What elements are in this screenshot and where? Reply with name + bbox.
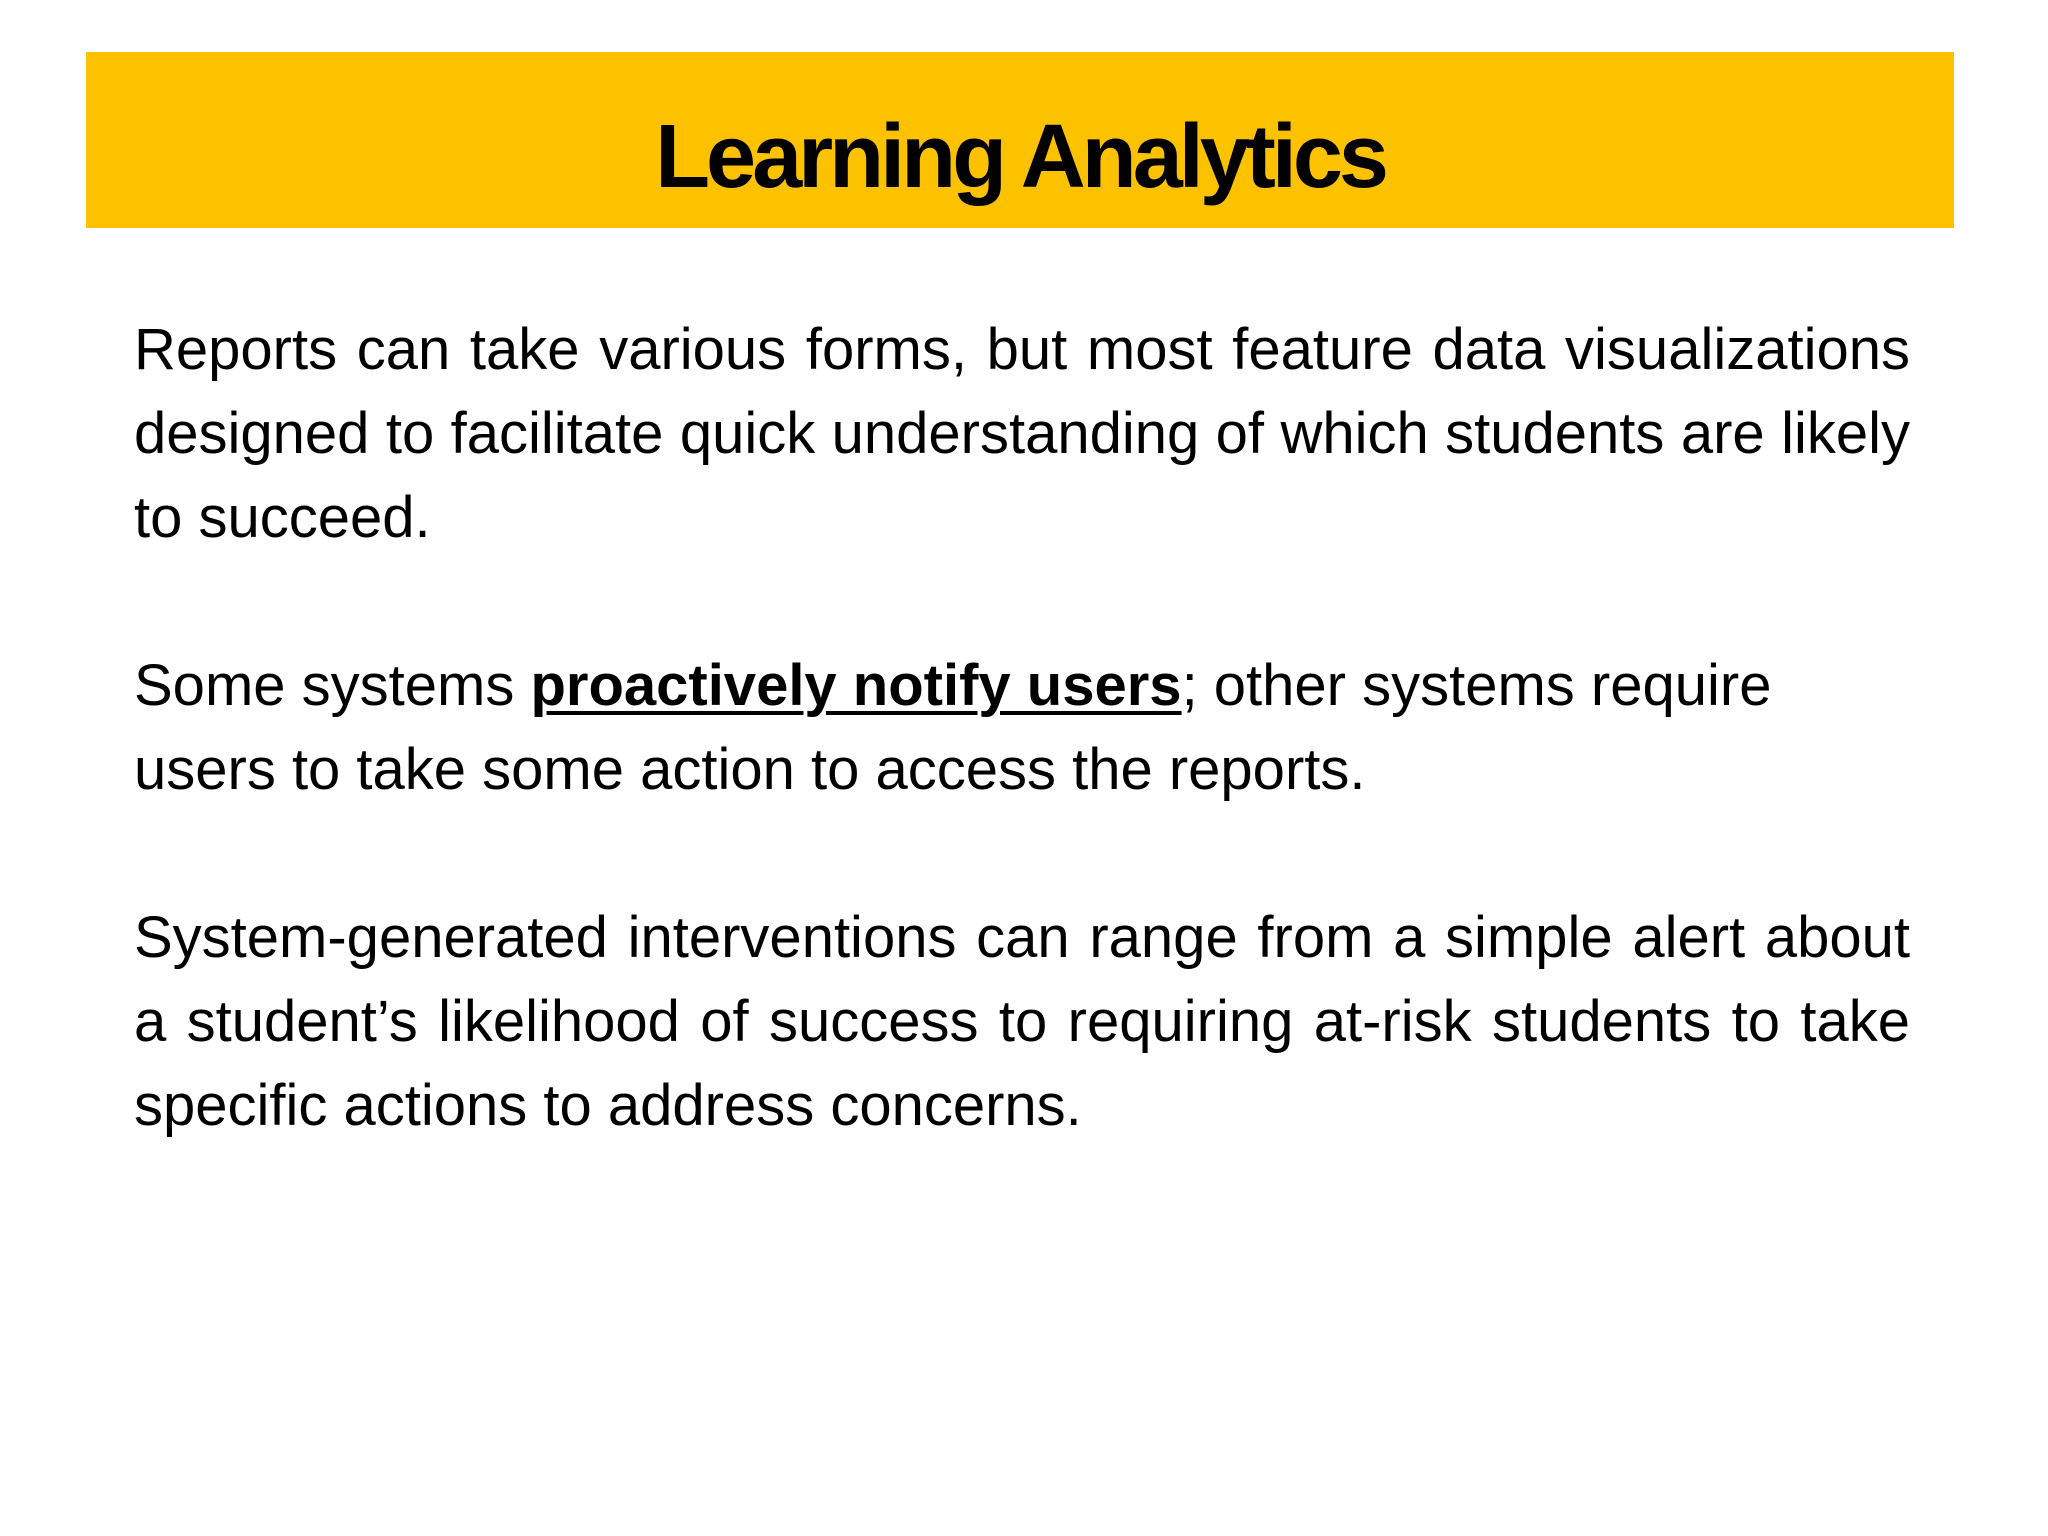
paragraph-notifications-rest: ; other systems require users to take some action to access the reports. (134, 653, 1772, 802)
slide-title: Learning Analytics (655, 107, 1385, 207)
paragraph-interventions: System-generated interventions can range from a simple alert about a student’s likelihood of success to requiring at-risk students to take specific actions to address concerns. (134, 905, 1910, 1138)
slide-body (134, 308, 1910, 1148)
title-banner (86, 52, 1954, 228)
emphasis-proactively-notify-users: proactively notify users (530, 653, 1182, 718)
paragraph-reports: Reports can take various forms, but most feature data visualizations designed to facilitate quick understanding of which students are likely to succeed. (134, 317, 1910, 550)
paragraph-notifications (134, 644, 1910, 812)
paragraph-notifications-lead: Some systems (134, 653, 531, 718)
